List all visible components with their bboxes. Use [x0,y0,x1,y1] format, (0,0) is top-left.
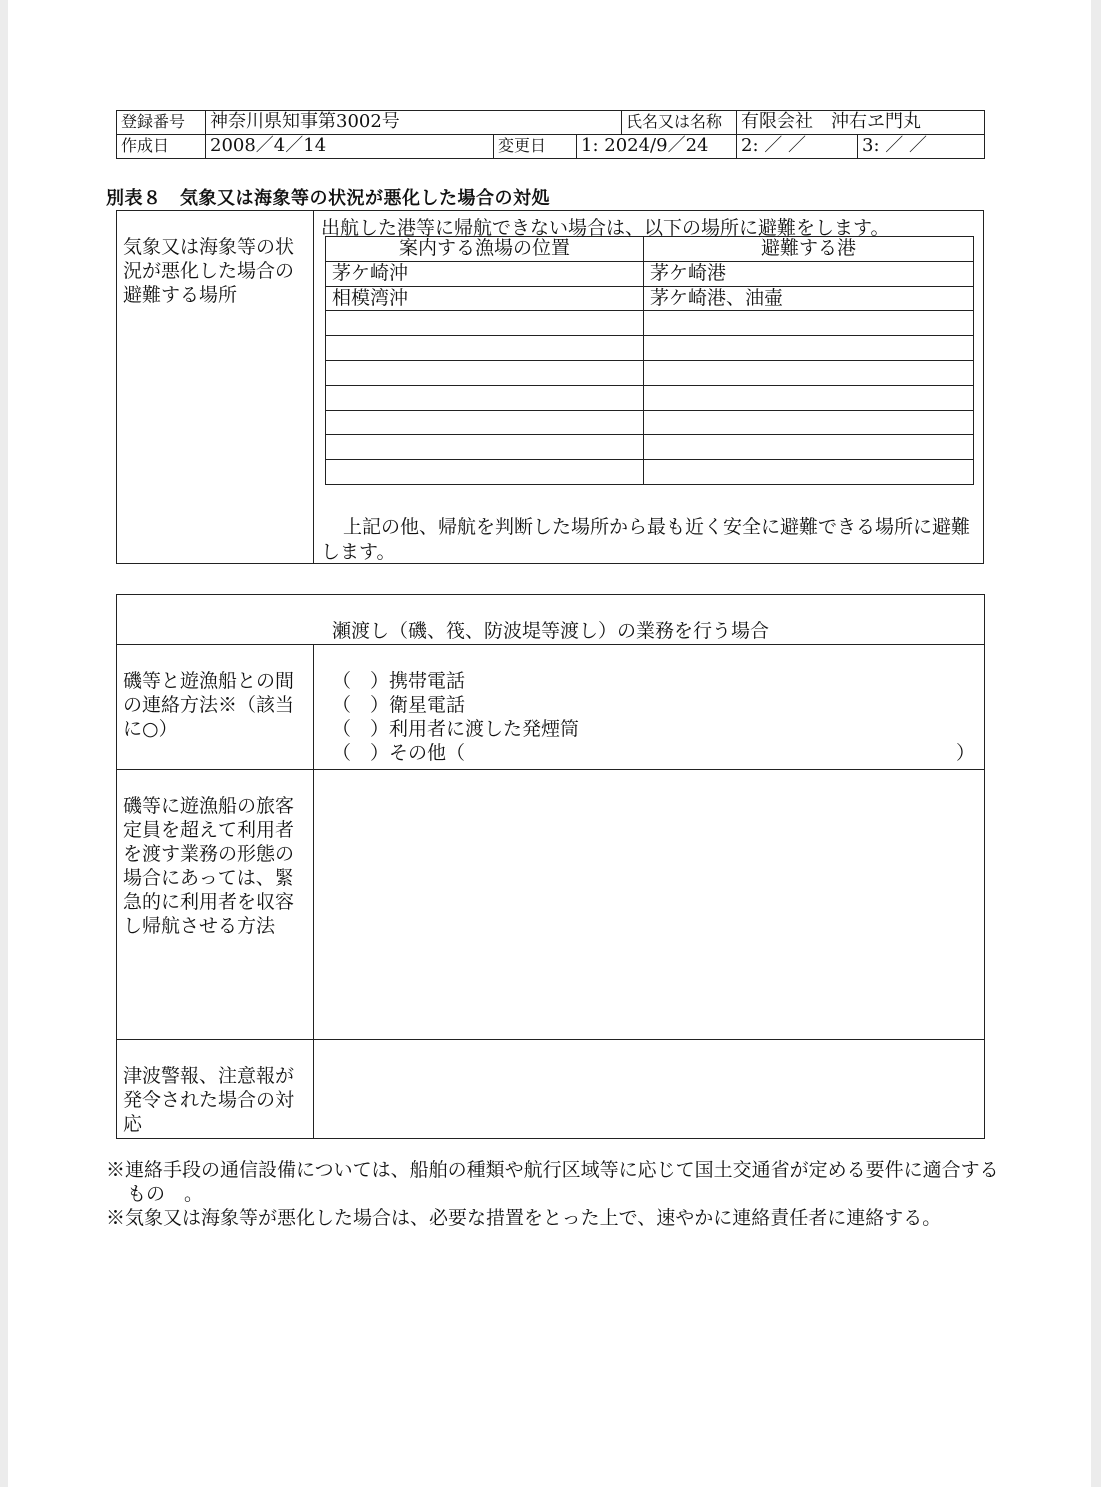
evacuation-intro: 出航した港等に帰航できない場合は、以下の場所に避難をします。 [321,217,890,239]
fishing-ground-cell [326,435,644,460]
note-communication: ※連絡手段の通信設備については、船舶の種類や航行区域等に応じて国土交通省が定める要件に適合するもの 。 [106,1159,999,1205]
evacuation-port-cell: 茅ケ崎港 [644,261,974,286]
fishing-ground-cell [326,385,644,410]
evacuation-section [116,210,984,564]
overcapacity-method-value[interactable] [314,770,985,1040]
contact-option-satellite[interactable]: （ ）衛星電話 [332,694,466,716]
fishing-ground-header: 案内する漁場の位置 [326,237,644,262]
evacuation-port-cell [644,360,974,385]
contact-option-other-label: （ ）その他（ [332,742,466,764]
registration-table [116,110,985,159]
evacuation-port-cell [644,385,974,410]
evacuation-port-table [325,236,974,485]
table-row [326,385,974,410]
ferry-service-table [116,594,985,1139]
operator-name-label: 氏名又は名称 [622,111,737,135]
fishing-ground-cell [326,460,644,485]
evacuation-port-cell [644,311,974,336]
table-row [326,311,974,336]
fishing-ground-cell [326,410,644,435]
tsunami-response-value[interactable] [314,1040,985,1139]
fishing-ground-cell [326,360,644,385]
fishing-ground-cell [326,311,644,336]
contact-method-options [314,645,985,770]
tsunami-response-label: 津波警報、注意報が発令された場合の対応 [117,1040,314,1139]
changed-date-label: 変更日 [494,135,577,158]
table-row [326,336,974,361]
contact-option-flare[interactable]: （ ）利用者に渡した発煙筒 [332,718,580,740]
fishing-ground-cell: 茅ケ崎沖 [326,261,644,286]
evacuation-port-cell [644,410,974,435]
evacuation-port-cell [644,460,974,485]
change-date-2: 2: ／ ／ [737,135,858,159]
overcapacity-method-label: 磯等に遊漁船の旅客定員を超えて利用者を渡す業務の形態の場合にあっては、緊急的に利用者を収容し帰航させる方法 [117,770,314,1040]
contact-option-other[interactable] [332,741,984,765]
evacuation-port-cell: 茅ケ崎港、油壷 [644,286,974,311]
table-row [326,360,974,385]
notes [106,1158,1001,1230]
fishing-ground-cell [326,336,644,361]
table-row [326,410,974,435]
change-date-1: 1: 2024/9／24 [581,135,709,156]
table-row [326,286,974,311]
fishing-ground-cell: 相模湾沖 [326,286,644,311]
evacuation-label-cell [117,211,314,563]
page-edge-left [0,0,8,1487]
table-row [326,460,974,485]
evacuation-footer: 上記の他、帰航を判断した場所から最も近く安全に避難できる場所に避難します。 [321,516,971,563]
ferry-service-caption: 瀬渡し（磯、筏、防波堤等渡し）の業務を行う場合 [117,595,985,645]
contact-option-mobile[interactable]: （ ）携帯電話 [332,670,466,692]
evacuation-port-cell [644,336,974,361]
registration-number-value: 神奈川県知事第3002号 [206,111,622,135]
evacuation-port-header: 避難する港 [644,237,974,262]
operator-name-value: 有限会社 沖右ヱ門丸 [737,111,985,135]
created-date-value: 2008／4／14 [206,135,494,159]
registration-number-label: 登録番号 [117,111,206,135]
note-weather: ※気象又は海象等が悪化した場合は、必要な措置をとった上で、速やかに連絡責任者に連絡する。 [106,1207,942,1229]
table-row [326,435,974,460]
change-date-3: 3: ／ ／ [858,135,985,159]
page-edge-right [1091,0,1101,1487]
evacuation-label: 気象又は海象等の状況が悪化した場合の避難する場所 [123,236,295,306]
table-row [326,261,974,286]
evacuation-port-cell [644,435,974,460]
contact-option-other-close: ） [956,742,976,764]
contact-method-label: 磯等と遊漁船との間の連絡方法※（該当に○） [117,645,314,770]
section-title: 別表８ 気象又は海象等の状況が悪化した場合の対処 [106,188,550,209]
created-date-label: 作成日 [117,135,206,159]
